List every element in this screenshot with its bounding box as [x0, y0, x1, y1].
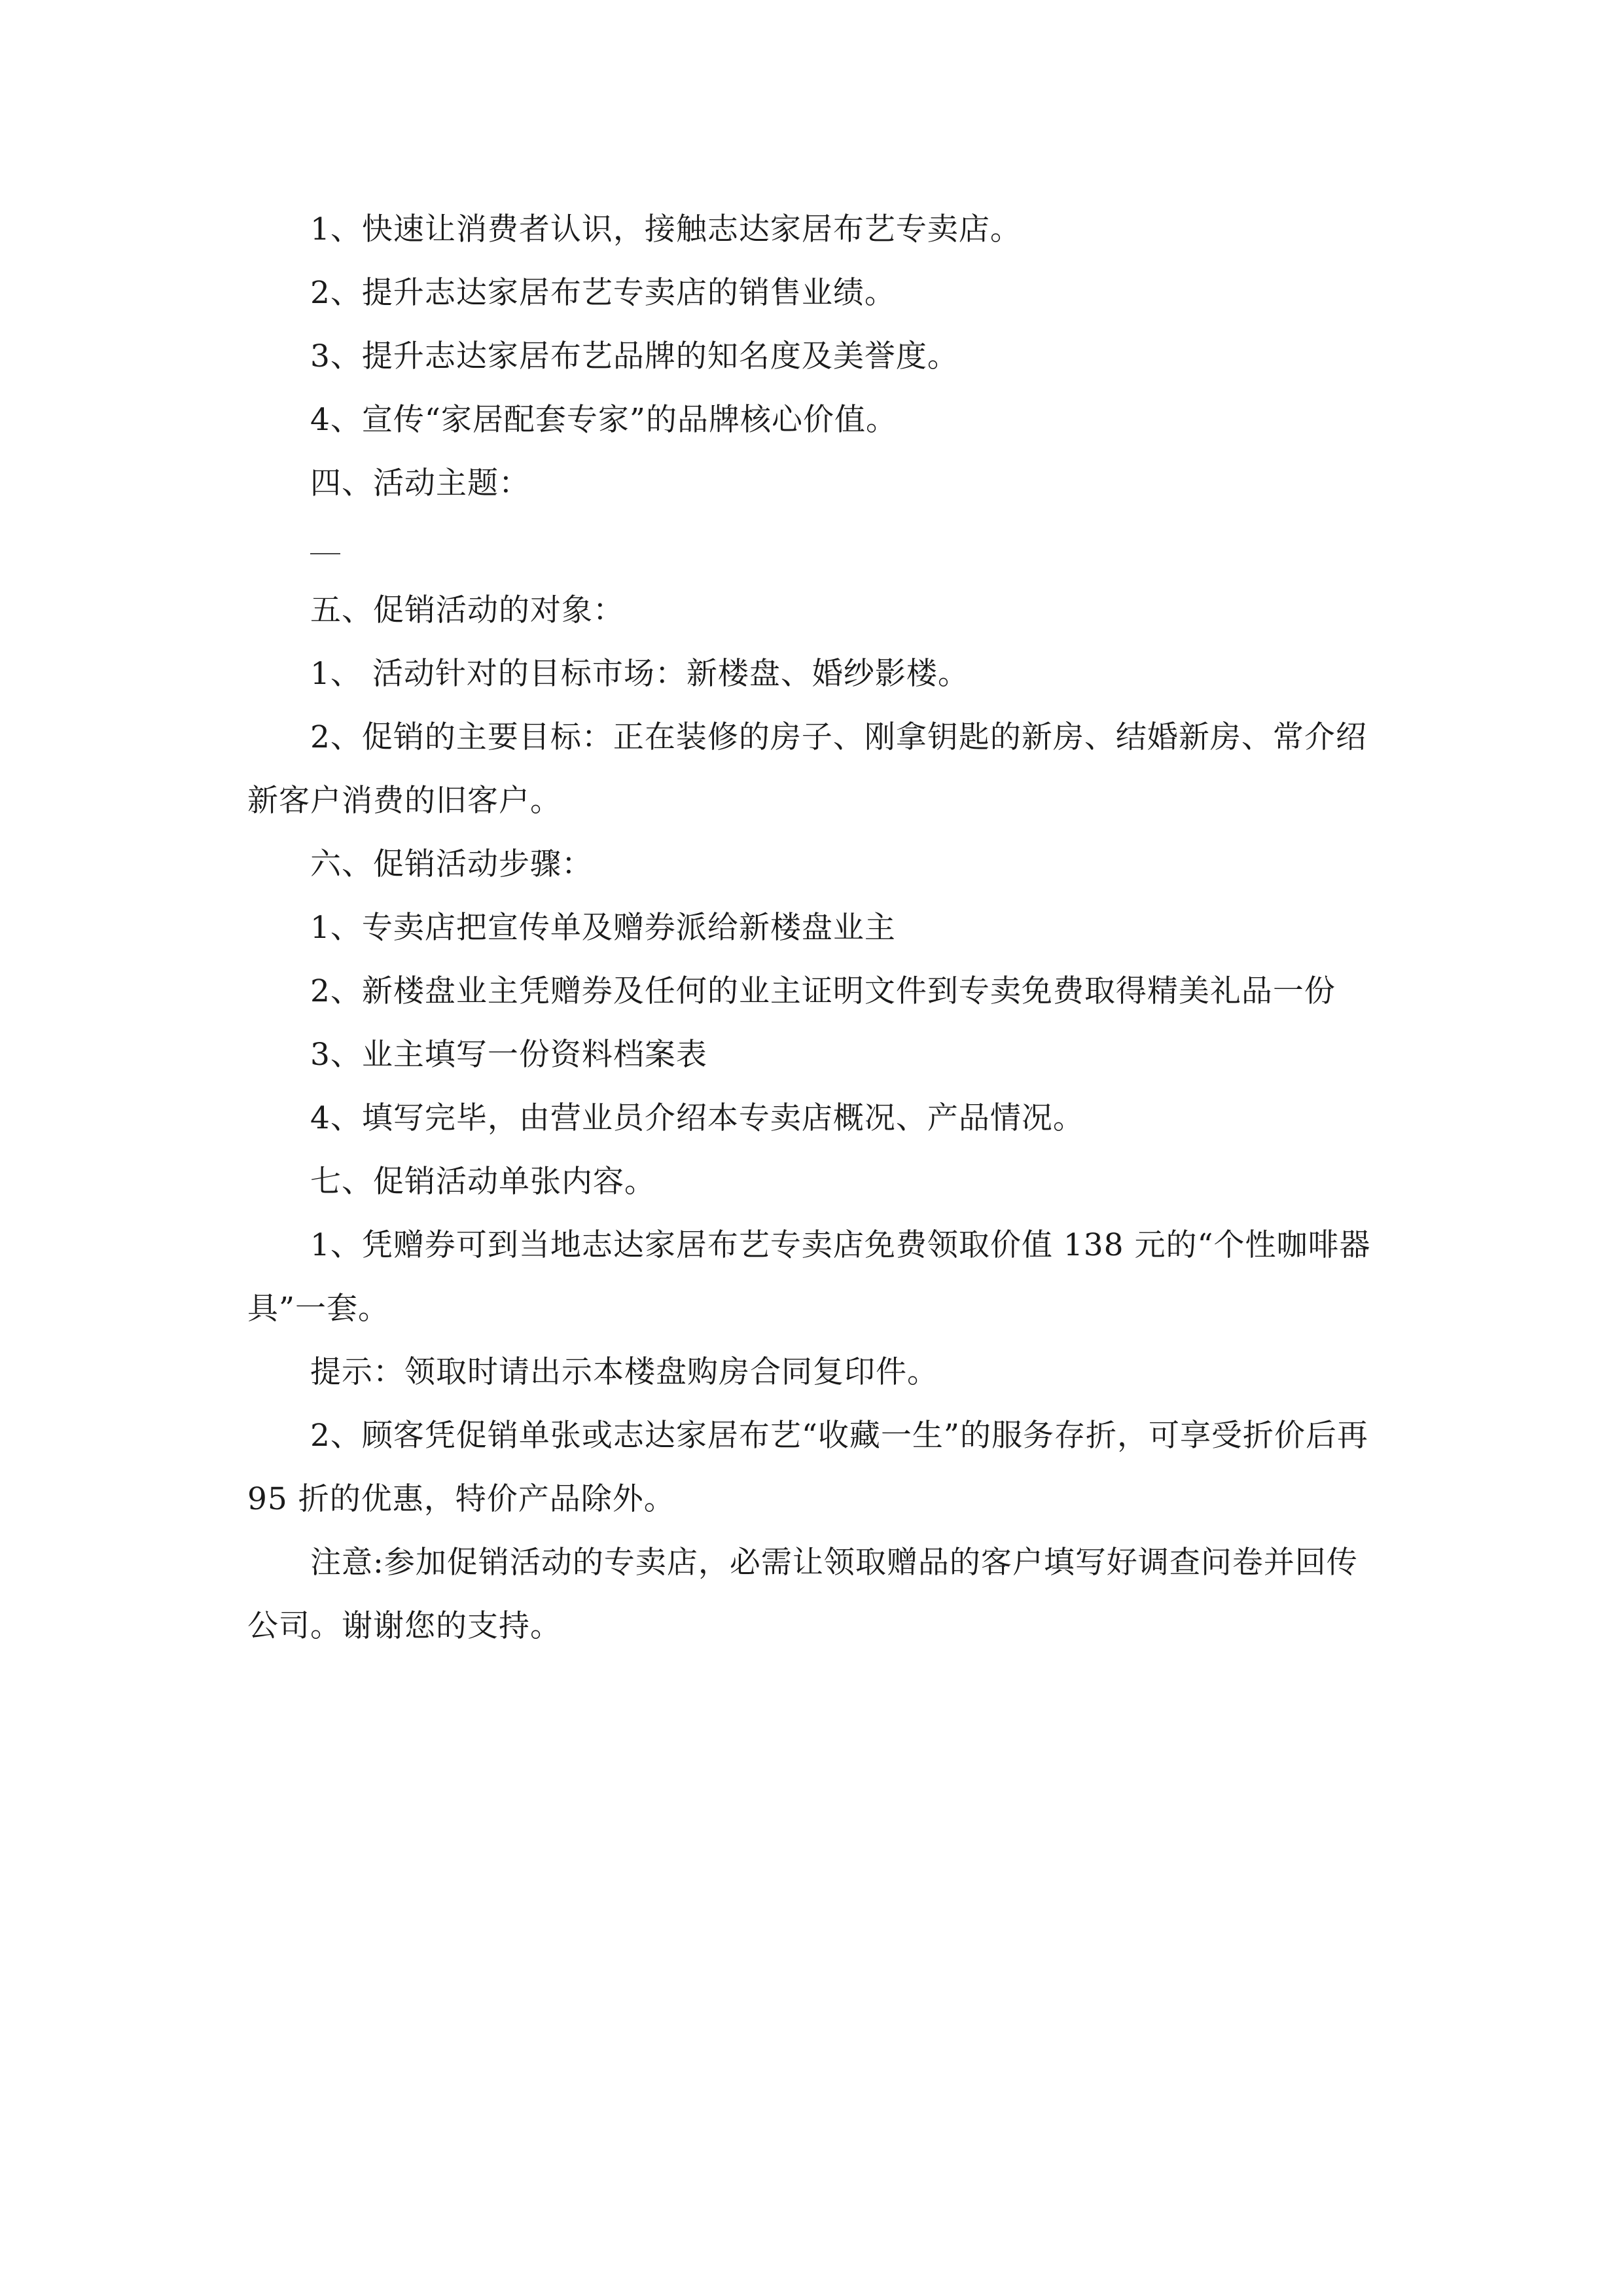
flyer-item-2: 2、顾客凭促销单张或志达家居布艺“收藏一生”的服务存折，可享受折价后再 95 折的优惠，特价产品除外。 — [247, 1418, 1368, 1517]
objective-1: 1、快速让消费者认识，接触志达家居布艺专卖店。 — [310, 211, 1022, 247]
step-4: 4、填写完毕，由营业员介绍本专卖店概况、产品情况。 — [310, 1100, 1084, 1136]
objective-2: 2、提升志达家居布艺专卖店的销售业绩。 — [310, 275, 896, 311]
step-2: 2、新楼盘业主凭赠券及任何的业主证明文件到专卖免费取得精美礼品一份 — [310, 973, 1336, 1009]
section-heading-steps: 六、促销活动步骤： — [310, 846, 593, 882]
flyer-hint: 提示：领取时请出示本楼盘购房合同复印件。 — [310, 1354, 938, 1390]
section-heading-theme: 四、活动主题： — [310, 465, 530, 501]
objective-3: 3、提升志达家居布艺品牌的知名度及美誉度。 — [310, 338, 959, 374]
target-goal: 2、促销的主要目标：正在装修的房子、刚拿钥匙的新房、结婚新房、常介绍新客户消费的旧客户。 — [247, 719, 1367, 819]
section-heading-flyer: 七、促销活动单张内容。 — [310, 1164, 656, 1200]
step-1: 1、专卖店把宣传单及赠券派给新楼盘业主 — [310, 910, 896, 946]
flyer-item-1: 1、凭赠券可到当地志达家居布艺专卖店免费领取价值 138 元的“个性咖啡器具”一套。 — [247, 1227, 1371, 1327]
document-body — [247, 198, 1386, 1658]
section-heading-target: 五、促销活动的对象： — [310, 592, 624, 628]
theme-dash-text — [310, 515, 341, 579]
target-market: 1、 活动针对的目标市场：新楼盘、婚纱影楼。 — [310, 656, 969, 692]
objective-4: 4、宣传“家居配套专家”的品牌核心价值。 — [310, 402, 897, 438]
flyer-note: 注意:参加促销活动的专卖店，必需让领取赠品的客户填写好调查问卷并回传公司。谢谢您的支持。 — [247, 1545, 1358, 1644]
theme-placeholder — [247, 515, 1386, 579]
step-3: 3、业主填写一份资料档案表 — [310, 1037, 707, 1073]
